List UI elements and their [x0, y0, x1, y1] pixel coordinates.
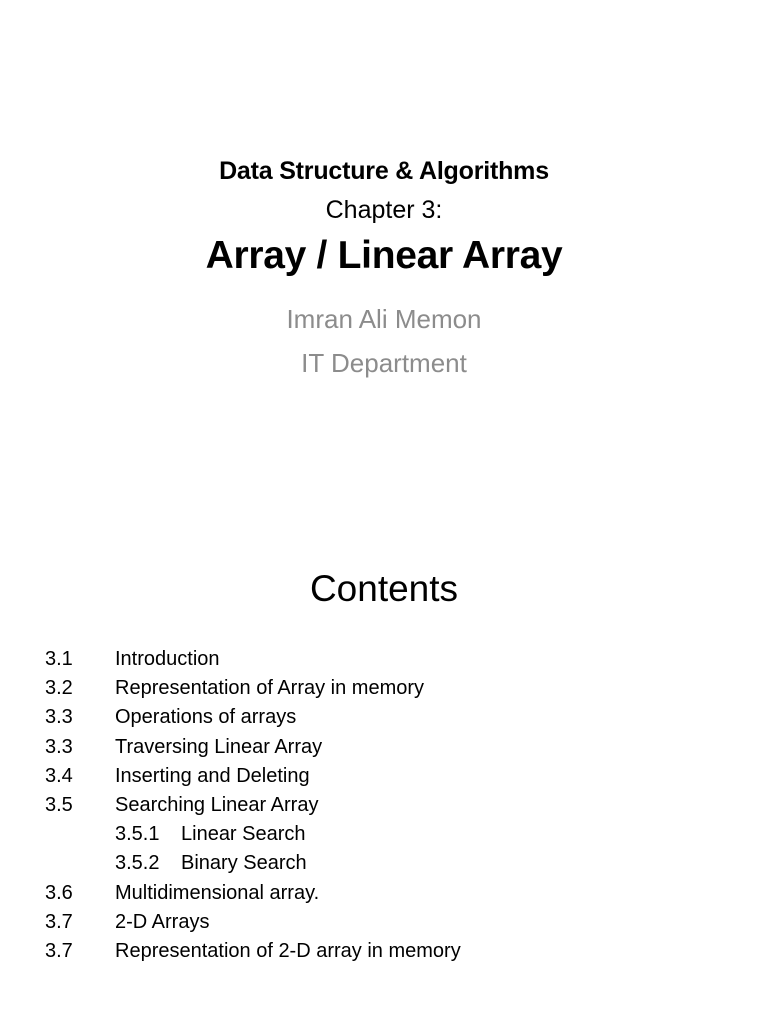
toc-subitem — [0, 820, 768, 849]
department-name: IT Department — [301, 348, 467, 378]
toc-item — [0, 879, 768, 908]
toc-item — [0, 703, 768, 732]
toc-text: 2-D Arrays — [115, 910, 210, 933]
toc-text: Introduction — [115, 648, 220, 670]
course-title: Data Structure & Algorithms — [219, 157, 549, 185]
toc-number: 3.4 — [45, 764, 73, 787]
toc-text: Binary Search — [181, 852, 307, 875]
chapter-label: Chapter 3: — [325, 196, 443, 224]
toc-text: Multidimensional array. — [115, 881, 320, 904]
toc-subitem — [0, 849, 768, 878]
toc-text: Representation of 2-D array in memory — [115, 939, 461, 962]
toc-text: Operations of arrays — [115, 706, 297, 729]
toc-number: 3.5.2 — [115, 852, 160, 875]
toc-number: 3.3 — [45, 706, 73, 729]
toc-number: 3.7 — [45, 910, 73, 933]
toc-number: 3.2 — [45, 677, 73, 700]
toc-item — [0, 674, 768, 703]
toc-number: 3.5.1 — [115, 823, 160, 846]
toc-item — [0, 762, 768, 791]
toc-number: 3.3 — [45, 735, 73, 758]
chapter-title: Array / Linear Array — [205, 234, 563, 277]
title-slide — [0, 150, 768, 510]
toc-number: 3.7 — [45, 939, 73, 962]
toc-text: Linear Search — [181, 823, 306, 846]
contents-heading: Contents — [309, 568, 459, 609]
toc-text: Inserting and Deleting — [115, 764, 310, 787]
author-name: Imran Ali Memon — [286, 304, 482, 334]
toc-item — [0, 937, 768, 966]
toc-item — [0, 791, 768, 820]
toc-item — [0, 645, 768, 674]
toc-number: 3.6 — [45, 881, 73, 904]
toc-text: Representation of Array in memory — [115, 677, 425, 700]
table-of-contents — [0, 645, 768, 966]
toc-number: 3.5 — [45, 793, 73, 816]
toc-item — [0, 908, 768, 937]
toc-text: Traversing Linear Array — [115, 735, 323, 758]
toc-text: Searching Linear Array — [115, 793, 319, 816]
toc-number: 3.1 — [45, 648, 73, 670]
toc-item — [0, 733, 768, 762]
